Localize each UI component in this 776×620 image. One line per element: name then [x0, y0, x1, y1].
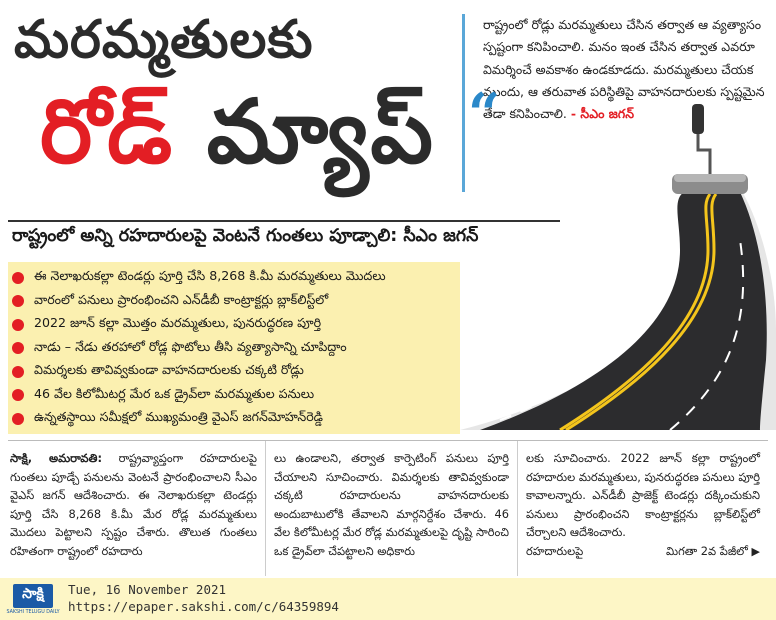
quote-text: రాష్ట్రంలో రోడ్లు మరమ్మతులు చేసిన తర్వాత ఆ వ్యత్యాసం స్పష్టంగా కనిపించాలి. మనం ఇంత చేసిన తర్వాత ఎవరూ విమర్శించే అవకాశం ఉండకూడదు. మరమ్మతులు చేయక ముందు, ఆ తరువాత పరిస్థితిపై వాహనదారులకు స్పష్టమైన తేడా కనిపించాలి. [483, 17, 765, 121]
bullet-dot-icon [12, 366, 24, 378]
continued-link[interactable]: మిగతా 2వ పేజీలో ▶ [666, 543, 760, 558]
quote-mark-icon: “ [468, 81, 501, 147]
bullet-dot-icon [12, 342, 24, 354]
body-text: రాష్ట్రవ్యాప్తంగా రహదారులపై గుంతలు పూడ్చే పనులను వెంటనే ప్రారంభించాలని సీఎం వైఎస్ జగన్ ఆదేశించారు. ఈ నెలాఖరుకల్లా టెండర్లు పూర్తి చేసి 8,268 కి.మీ మేర రోడ్ల మరమ్మతులు మొదలు పెట్టాలని స్పష్టం చేశారు. తొలుత గుంతలు రహితంగా రాష్ట్రంలో రహదారు [10, 451, 257, 558]
highlight-text: 46 వేల కిలోమీటర్ల మేర ఒక డ్రైవ్‌లా మరమ్మతుల పనులు [34, 385, 315, 401]
body-column-3 [518, 441, 768, 576]
highlight-item [10, 313, 460, 337]
bullet-dot-icon [12, 389, 24, 401]
bullet-dot-icon [12, 319, 24, 331]
logo-mark: సాక్షి [13, 584, 53, 608]
headline-red-word: రోడ్ [40, 80, 175, 183]
headline-line-2 [40, 80, 435, 183]
play-arrow-icon: ▶ [751, 544, 760, 558]
bullet-dot-icon [12, 272, 24, 284]
article-subtitle: రాష్ట్రంలో అన్ని రహదారులపై వెంటనే గుంతలు పూడ్చాలి: సీఎం జగన్ [8, 220, 560, 252]
article-url[interactable]: https://epaper.sakshi.com/c/64359894 [68, 599, 339, 614]
highlight-item [10, 290, 460, 314]
cm-quote-box [462, 14, 768, 192]
dateline: సాక్షి, అమరావతి: [10, 451, 102, 465]
highlight-item [10, 384, 460, 408]
highlight-item [10, 407, 460, 431]
body-text: లు ఉండాలని, తర్వాత కార్పెటింగ్ పనులు పూర్తి చేయాలని సూచించారు. విమర్శలకు తావివ్వకుండా చక్కటి రహదారులను వాహనదారులకు అందుబాటులోకి తేవాలని మార్గనిర్దేశం చేశారు. 46 వేల కిలోమీటర్ల మేర రోడ్ల మరమ్మతులపై దృష్టి సారించి ఒక డ్రైవ్‌లా చేపట్టాలని అధికారు [274, 451, 509, 558]
highlight-text: నాడు – నేడు తరహాలో రోడ్ల ఫొటోలు తీసి వ్యత్యాసాన్ని చూపిద్దాం [34, 338, 347, 354]
logo-subtitle: SAKSHI TELUGU DAILY [6, 609, 60, 615]
quote-author: - సీఎం జగన్ [570, 106, 634, 121]
highlight-item [10, 337, 460, 361]
headline-dark-word: మ్యాప్ [206, 80, 435, 183]
highlight-item [10, 360, 460, 384]
sakshi-logo [2, 579, 64, 619]
body-column-2 [266, 441, 518, 576]
article-body [8, 440, 768, 576]
body-text-tail: రహదారులపై [526, 544, 584, 559]
highlight-text: ఈ నెలాఖరుకల్లా టెండర్లు పూర్తి చేసి 8,268 కి.మీ మరమ్మతులు మొదలు [34, 268, 386, 284]
highlight-text: 2022 జూన్ కల్లా మొత్తం మరమ్మతులు, పునరుద్ధరణ పూర్తి [34, 315, 322, 331]
body-text: లకు సూచించారు. 2022 జూన్ కల్లా రాష్ట్రంలో రహదారుల మరమ్మతులు, పునరుద్ధరణ పనులు పూర్తి కావాలన్నారు. ఎన్‌డీబీ ప్రాజెక్ట్ టెండర్లు దక్కించుకుని పనులు ప్రారంభించని కాంట్రాక్టర్లను బ్లాక్‌లిస్ట్‌లో చేర్చాలని ఆదేశించారు. [526, 451, 760, 540]
highlight-text: విమర్శలకు తావివ్వకుండా వాహనదారులకు చక్కటి రోడ్లు [34, 362, 304, 378]
edition-date: Tue, 16 November 2021 [68, 582, 227, 598]
epaper-footer [0, 578, 776, 620]
headline-line-1: మరమ్మతులకు [14, 10, 314, 70]
highlights-panel [8, 262, 460, 434]
bullet-dot-icon [12, 295, 24, 307]
highlight-item [10, 266, 460, 290]
bullet-dot-icon [12, 413, 24, 425]
body-column-1 [8, 441, 266, 576]
highlight-text: ఉన్నతస్థాయి సమీక్షలో ముఖ్యమంత్రి వైఎస్ జగన్‌మోహన్‌రెడ్డి [34, 409, 323, 425]
highlight-text: వారంలో పనులు ప్రారంభించని ఎన్‌డీబీ కాంట్రాక్టర్లు బ్లాక్‌లిస్ట్‌లో [34, 291, 329, 307]
